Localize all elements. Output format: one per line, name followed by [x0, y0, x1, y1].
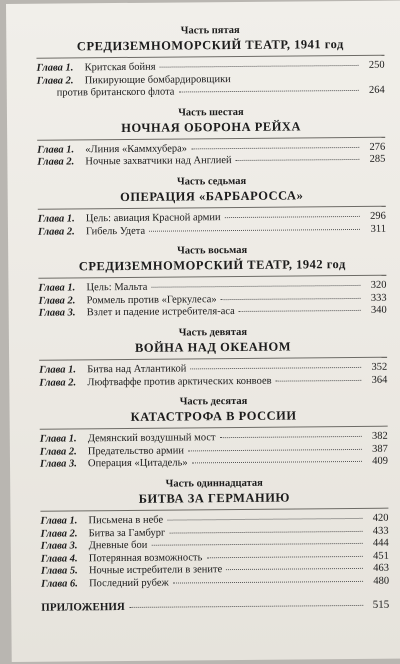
chapter-title: «Линия «Каммхубера»: [85, 143, 188, 156]
appendix-entry: [41, 598, 389, 615]
chapter-label: Глава 1.: [37, 213, 75, 225]
part-title: СРЕДИЗЕМНОМОРСКИЙ ТЕАТР, 1942 год: [38, 256, 386, 279]
dot-leader: [178, 89, 358, 93]
chapter-label: Глава 2.: [40, 527, 78, 540]
part-title: ВОЙНА НАД ОКЕАНОМ: [39, 338, 387, 361]
page-number: 433: [372, 525, 389, 537]
chapter-label: Глава 1.: [38, 282, 76, 294]
table-of-contents: [36, 23, 389, 615]
chapter-title: Письмена в небе: [88, 514, 164, 527]
page-number: 387: [372, 443, 388, 455]
chapter-label: Глава 2.: [37, 156, 75, 169]
part-number: Часть одиннадцатая: [165, 477, 263, 490]
chapter-label: Глава 4.: [40, 553, 78, 565]
dot-leader: [167, 517, 362, 521]
chapter-label: Глава 1.: [39, 433, 77, 445]
chapter-title: Ночные истребители в зените: [88, 564, 223, 577]
chapter-title: Последний рубеж: [89, 577, 169, 590]
dot-leader: [239, 309, 361, 312]
chapter-label: Глава 2.: [39, 376, 77, 389]
chapter-entry-continued: [37, 85, 385, 101]
part-number: Часть восьмая: [177, 245, 248, 257]
page-number: 250: [368, 59, 385, 71]
part-title: ОПЕРАЦИЯ «БАРБАРОССА»: [38, 187, 386, 210]
dot-leader: [191, 146, 359, 149]
toc-part: [36, 23, 385, 101]
chapter-title: Роммель против «Геркулеса»: [86, 293, 217, 307]
chapter-title: Демянский воздушный мост: [87, 432, 216, 445]
chapter-spacer: [231, 80, 385, 81]
toc-part: [40, 476, 389, 592]
page-number: 352: [371, 361, 388, 373]
page-number: 320: [370, 279, 387, 291]
chapter-title: Битва над Атлантикой: [87, 363, 187, 376]
chapter-label: Глава 2.: [37, 225, 75, 238]
dot-leader: [192, 460, 362, 463]
chapter-label: Глава 1.: [37, 144, 75, 156]
page-number: 444: [372, 537, 389, 549]
chapter-label: Глава 3.: [39, 458, 77, 471]
dot-leader: [225, 215, 360, 218]
dot-leader: [190, 366, 361, 369]
dot-leader: [226, 567, 363, 570]
toc-part: [39, 325, 388, 390]
page-number: 409: [372, 455, 389, 468]
part-number: Часть десятая: [179, 396, 248, 408]
part-number: Часть седьмая: [176, 175, 247, 188]
page-number: 480: [373, 575, 390, 587]
part-title: СРЕДИЗЕМНОМОРСКИЙ ТЕАТР, 1941 год: [36, 36, 384, 59]
page-number: 340: [370, 305, 387, 317]
chapter-label: Глава 3.: [40, 540, 78, 552]
chapter-entry: [40, 456, 388, 472]
page-number: 264: [368, 84, 385, 97]
toc-part: [38, 243, 387, 321]
part-title: БИТВА ЗА ГЕРМАНИЮ: [40, 489, 388, 512]
dot-leader: [151, 284, 360, 288]
dot-leader: [160, 64, 359, 68]
page-number: 382: [371, 430, 388, 442]
dot-leader: [206, 555, 362, 558]
chapter-title: Критская бойня: [84, 61, 156, 74]
chapter-label: Глава 2.: [36, 75, 74, 87]
part-number: Часть пятая: [180, 24, 240, 37]
page-number: 420: [372, 512, 389, 524]
chapter-entry: [39, 305, 387, 321]
chapter-title: Дневные бои: [88, 539, 148, 552]
part-title: НОЧНАЯ ОБОРОНА РЕЙХА: [37, 117, 385, 140]
chapter-entry: [37, 154, 385, 170]
chapter-title: Цель: авиация Красной армии: [85, 212, 221, 225]
part-number: Часть девятая: [178, 326, 248, 339]
page-number: 364: [371, 374, 388, 386]
chapter-label: Глава 2.: [38, 295, 76, 307]
dot-leader: [169, 529, 362, 533]
chapter-entry: [39, 374, 387, 390]
dot-leader: [276, 378, 362, 381]
dot-leader: [151, 542, 362, 546]
chapter-label: Глава 2.: [39, 446, 77, 458]
chapter-label: Глава 1.: [39, 364, 77, 376]
page-number: 276: [369, 141, 386, 153]
page-number: 463: [373, 562, 389, 575]
page-number: 311: [370, 223, 387, 235]
dot-leader: [149, 227, 360, 231]
dot-leader: [220, 435, 362, 438]
chapter-title: Взлет и падение истребителя-аса: [86, 306, 235, 319]
dot-leader: [129, 604, 363, 608]
chapter-title: Люфтваффе против арктических конвоев: [87, 375, 272, 388]
part-number: Часть шестая: [178, 106, 244, 119]
appendix-title: ПРИЛОЖЕНИЯ: [41, 601, 125, 615]
chapter-label: Глава 1.: [40, 515, 78, 527]
page-number: 333: [370, 292, 387, 304]
toc-part: [39, 394, 388, 472]
chapter-title: Ночные захватчики над Англией: [85, 155, 232, 168]
page-number: 296: [370, 210, 386, 222]
page-number: 515: [372, 599, 390, 612]
dot-leader: [188, 448, 362, 452]
toc-part: [38, 174, 387, 239]
chapter-label: Глава 6.: [41, 578, 78, 590]
chapter-title-continued: против британского флота: [56, 86, 175, 99]
chapter-entry: [41, 576, 389, 592]
part-title: КАТАСТРОФА В РОССИИ: [40, 407, 388, 430]
chapter-title: Цель: Мальта: [86, 281, 148, 294]
dot-leader: [221, 297, 361, 300]
chapter-title: Гибель Удета: [85, 225, 146, 237]
page-number: 451: [373, 550, 389, 562]
dot-leader: [173, 580, 363, 584]
chapter-title: Операция «Цитадель»: [87, 457, 188, 470]
toc-part: [37, 104, 386, 169]
book-page: [6, 1, 400, 662]
chapter-title: Битва за Гамбург: [88, 527, 166, 539]
chapter-label: Глава 1.: [36, 62, 74, 74]
dot-leader: [236, 158, 360, 161]
chapter-entry: [38, 223, 386, 239]
chapter-title: Пикирующие бомбардировщики: [84, 73, 231, 86]
chapter-label: Глава 5.: [40, 565, 78, 577]
chapter-label: Глава 3.: [38, 307, 76, 320]
page-number: 285: [369, 154, 386, 166]
chapter-title: Предательство армии: [87, 445, 184, 458]
chapter-title: Потерянная возможность: [88, 551, 203, 564]
